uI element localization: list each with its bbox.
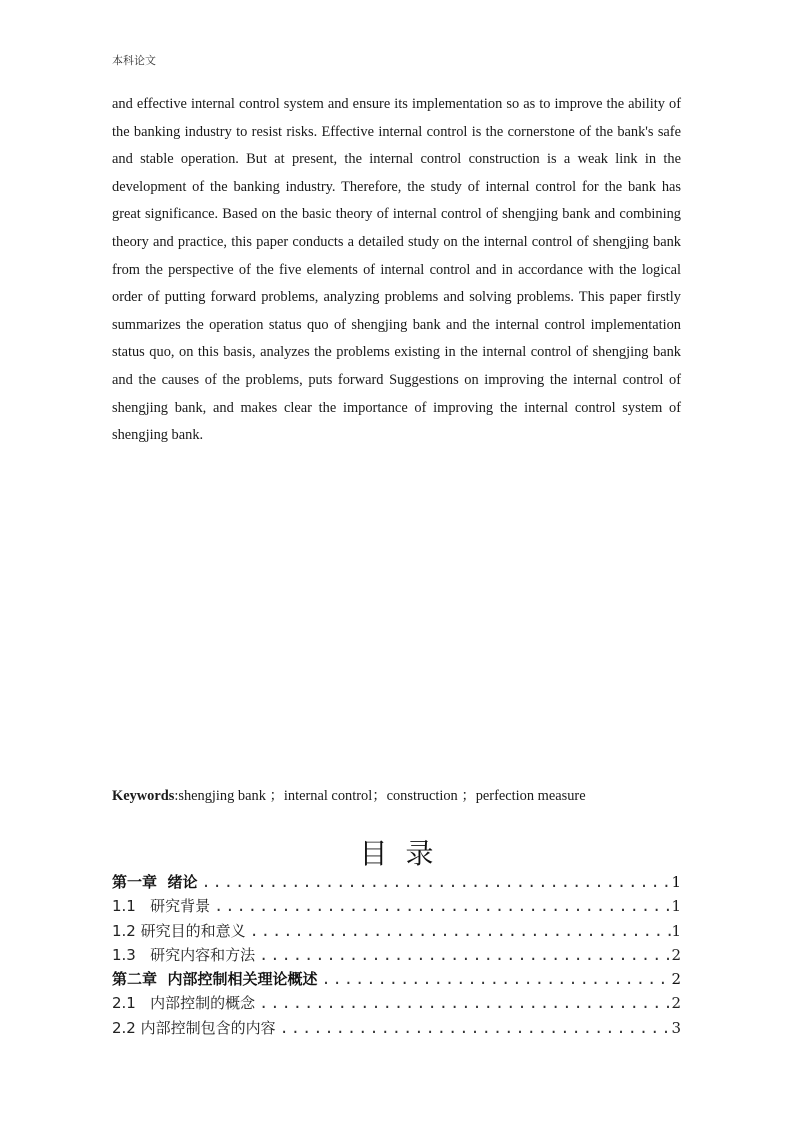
toc-entry-label: 2.1 内部控制的概念 [112, 994, 256, 1013]
toc-entry-1-3[interactable] [112, 944, 681, 968]
toc-dot-leader [255, 994, 671, 1012]
table-of-contents [112, 871, 681, 1041]
abstract-paragraph: and effective internal control system and ensure its implementation so as to improve the ability of the banking industry to resist risks. Effective internal control is the cornerstone of the bank's safe and stable operation. But at present, the internal control construction is a weak link in the development of the banking industry. Therefore, the study of internal control for the bank has great significance. Based on the basic theory of internal control of shengjing bank and combining theory and practice, this paper conducts a detailed study on the internal control of shengjing bank from the perspective of the five elements of internal control and in accordance with the logical order of putting forward problems, analyzing problems and solving problems. This paper firstly summarizes the operation status quo of shengjing bank and the internal control implementation status quo, on this basis, analyzes the problems existing in the internal control of shengjing bank and the causes of the problems, puts forward Suggestions on improving the internal control of shengjing bank, and makes clear the importance of improving the internal control system of shengjing bank. [112, 96, 681, 444]
toc-title: 目录 [359, 837, 452, 870]
toc-dot-leader [197, 873, 671, 891]
keywords-label: Keywords [112, 788, 175, 804]
toc-dot-leader [255, 946, 671, 964]
toc-entry-page: 1 [671, 873, 681, 891]
toc-entry-label: 2.2 内部控制包含的内容 [112, 1018, 276, 1037]
running-header: 本科论文 [112, 54, 156, 67]
toc-entry-label: 第一章 绪论 [112, 873, 198, 891]
toc-entry-page: 2 [671, 970, 681, 989]
toc-entry-page: 3 [671, 1018, 681, 1037]
toc-entry-1-1[interactable] [112, 895, 681, 919]
toc-dot-leader [210, 897, 671, 915]
toc-entry-chapter-1[interactable] [112, 871, 681, 895]
toc-entry-label: 1.1 研究背景 [112, 897, 211, 916]
toc-entry-1-2[interactable] [112, 920, 681, 944]
keywords-line [112, 784, 712, 805]
toc-entry-2-1[interactable] [112, 992, 681, 1016]
toc-entry-page: 2 [671, 994, 681, 1013]
toc-dot-leader [276, 1019, 672, 1037]
toc-entry-label: 1.3 研究内容和方法 [112, 945, 256, 964]
toc-entry-page: 2 [671, 945, 681, 964]
keywords-value: :shengjing bank ；internal control；construction ；perfection measure [174, 788, 586, 804]
toc-entry-page: 1 [671, 897, 681, 916]
toc-entry-label: 1.2 研究目的和意义 [112, 921, 246, 940]
toc-dot-leader [317, 970, 671, 988]
toc-entry-2-2[interactable] [112, 1017, 681, 1041]
toc-dot-leader [246, 922, 672, 940]
toc-entry-page: 1 [671, 921, 681, 940]
toc-entry-label: 第二章 内部控制相关理论概述 [112, 970, 318, 989]
toc-entry-chapter-2[interactable] [112, 968, 681, 992]
